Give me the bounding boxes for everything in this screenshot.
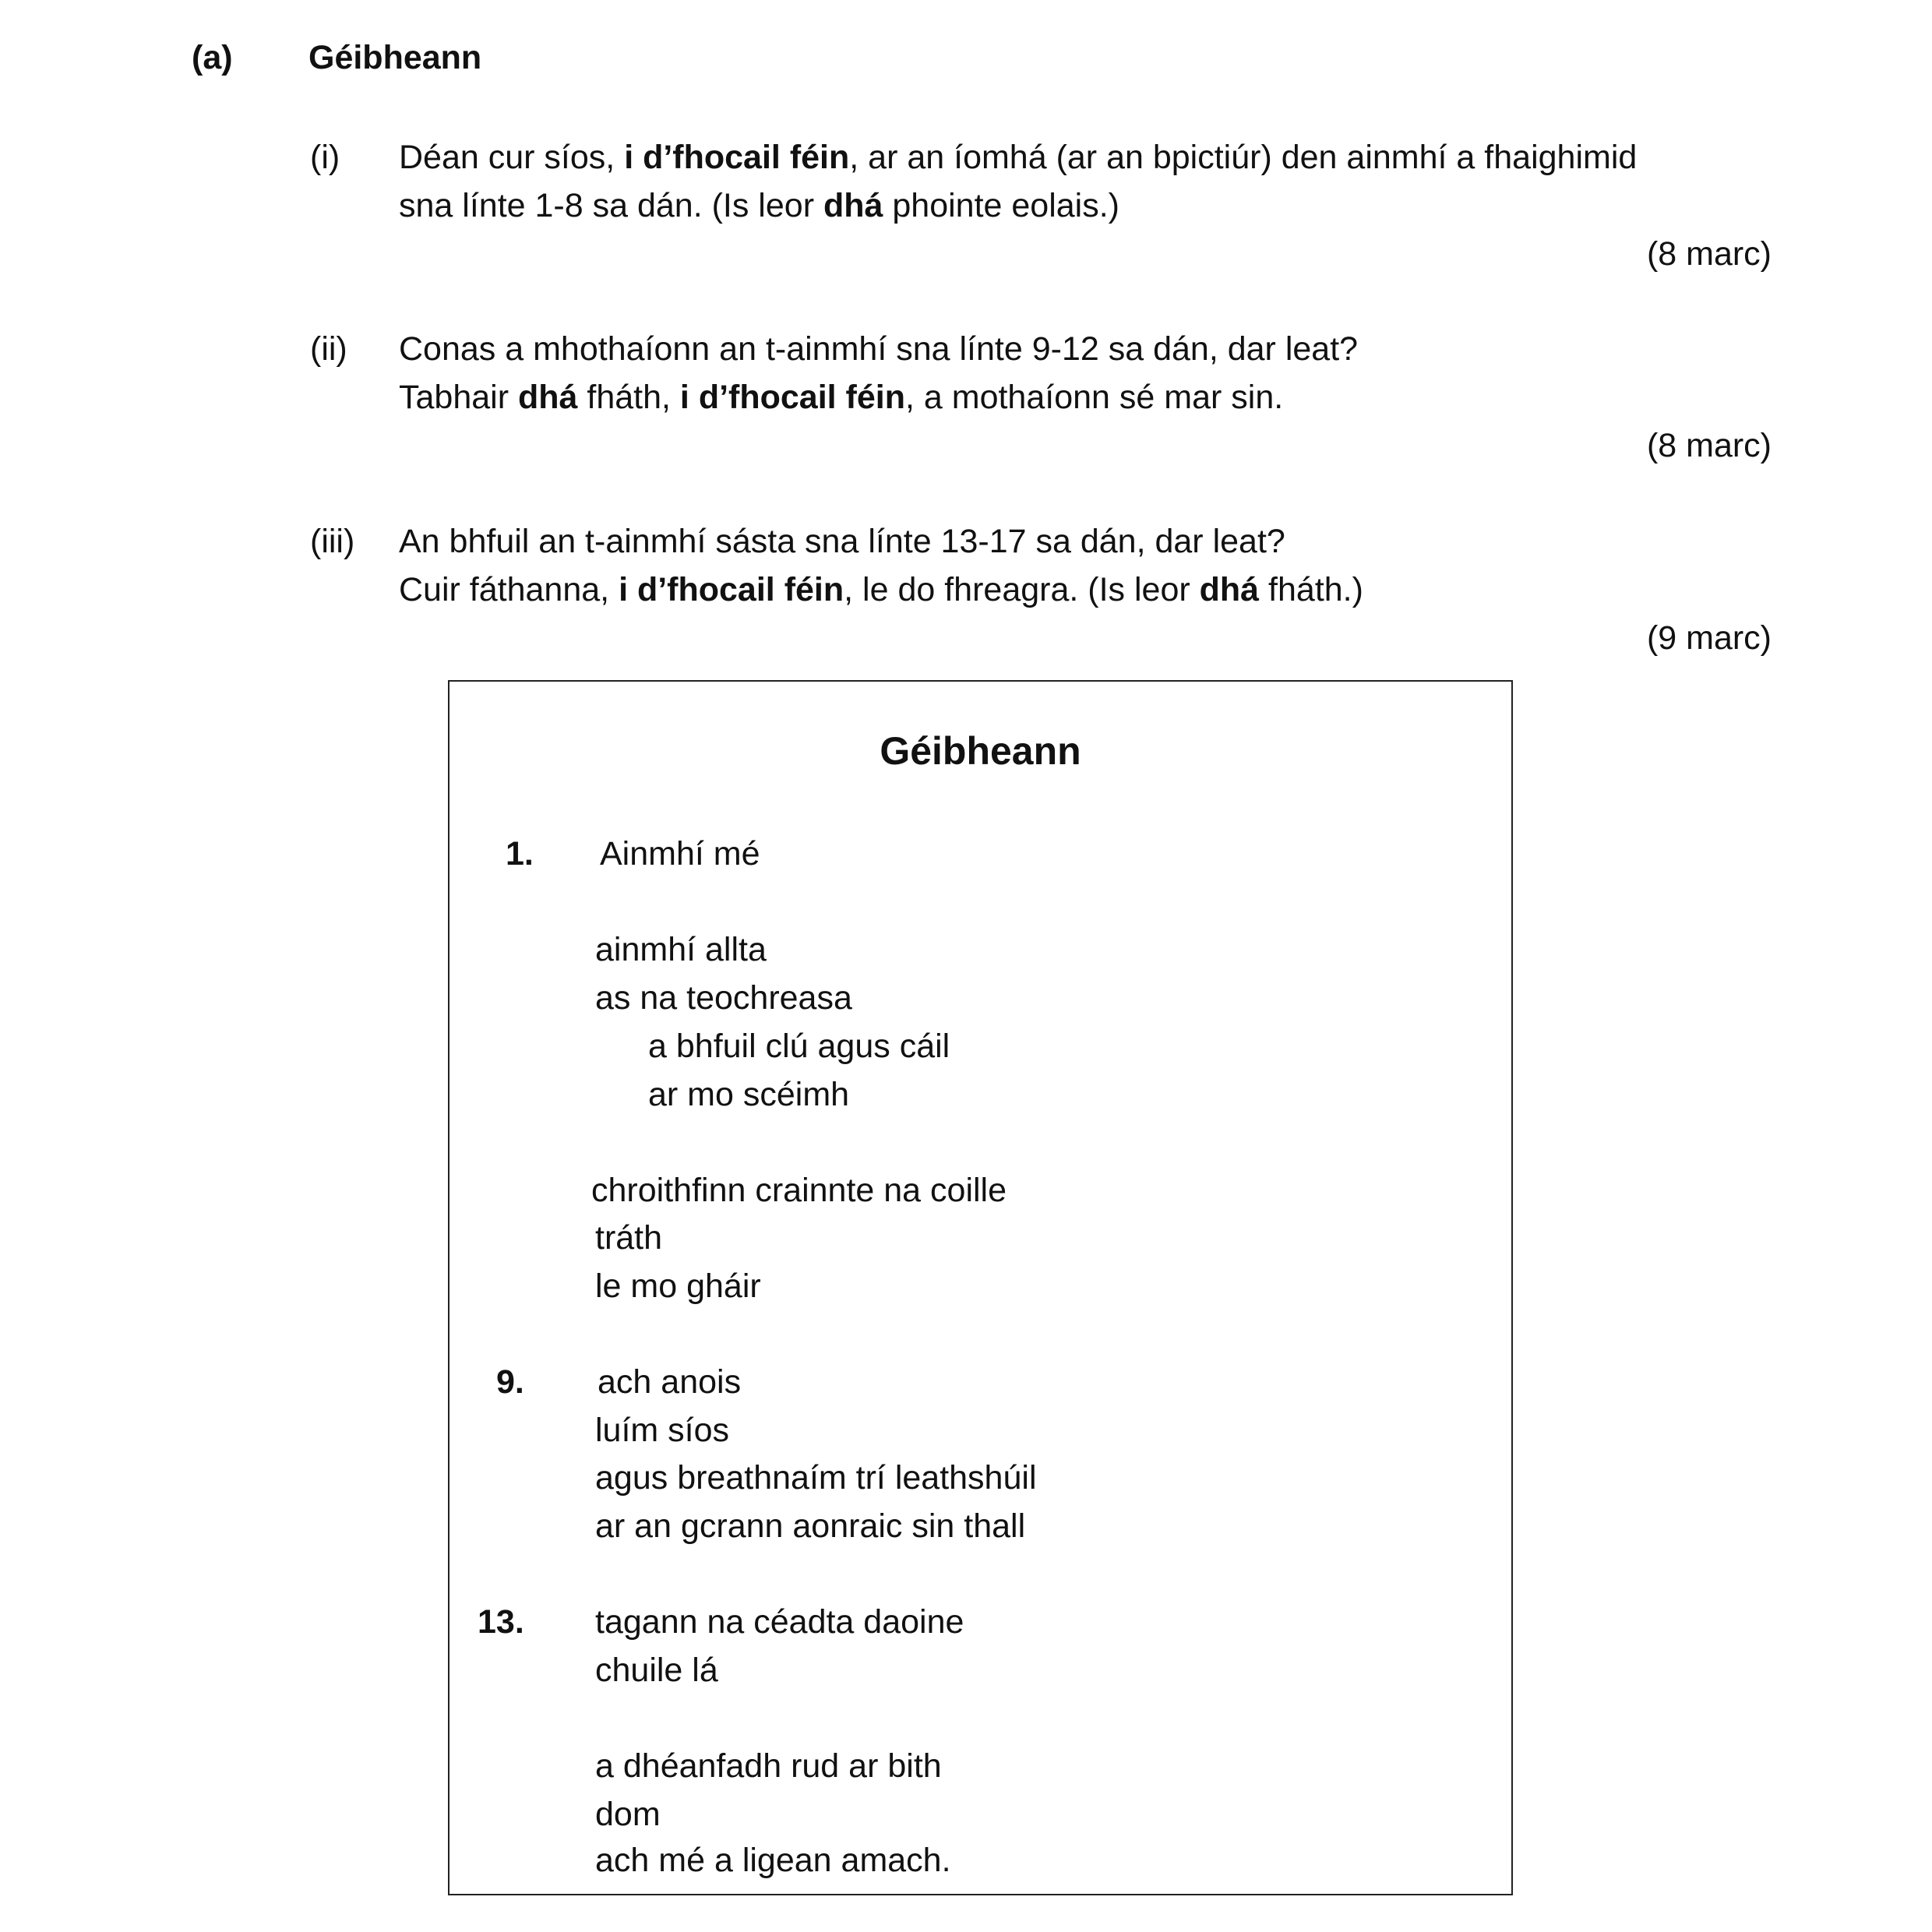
poem-title: Géibheann xyxy=(880,729,1081,773)
question-2-line-2: Tabhair dhá fháth, i d’fhocail féin, a mothaíonn sé mar sin. xyxy=(399,379,1284,416)
section-title: Géibheann xyxy=(308,39,482,76)
poem-line: Ainmhí mé xyxy=(600,835,760,873)
question-1-marks: (8 marc) xyxy=(1646,235,1772,273)
poem-line: ar mo scéimh xyxy=(648,1076,850,1113)
poem-line: ar an gcrann aonraic sin thall xyxy=(595,1507,1026,1545)
poem-line-number-13: 13. xyxy=(478,1603,524,1641)
poem-line: dom xyxy=(595,1796,661,1833)
question-1-line-1: Déan cur síos, i d’fhocail féin, ar an íomhá (ar an bpictiúr) den ainmhí a fhaighimid xyxy=(399,139,1638,176)
question-3-line-1: An bhfuil an t-ainmhí sásta sna línte 13-17 sa dán, dar leat? xyxy=(399,523,1285,560)
poem-line: luím síos xyxy=(595,1412,730,1449)
section-label: (a) xyxy=(192,39,233,76)
question-1-number: (i) xyxy=(310,139,340,176)
poem-line: tráth xyxy=(595,1219,663,1257)
question-1-line-2: sna línte 1-8 sa dán. (Is leor dhá phointe eolais.) xyxy=(399,187,1120,224)
poem-line: ach anois xyxy=(598,1363,742,1401)
poem-line: chroithfinn crainnte na coille xyxy=(591,1172,1007,1209)
poem-line: a dhéanfadh rud ar bith xyxy=(595,1747,942,1785)
poem-line: ach mé a ligean amach. xyxy=(595,1842,951,1879)
poem-line: tagann na céadta daoine xyxy=(595,1603,964,1641)
poem-line: chuile lá xyxy=(595,1652,718,1689)
question-3-marks: (9 marc) xyxy=(1646,619,1772,657)
question-2-number: (ii) xyxy=(310,330,347,368)
poem-line: a bhfuil clú agus cáil xyxy=(648,1028,950,1065)
poem-line-number-1: 1. xyxy=(506,835,534,873)
question-2-line-1: Conas a mhothaíonn an t-ainmhí sna línte 9-12 sa dán, dar leat? xyxy=(399,330,1359,368)
poem-box xyxy=(448,680,1513,1895)
poem-line: ainmhí allta xyxy=(595,931,767,968)
poem-line-number-9: 9. xyxy=(496,1363,524,1401)
poem-line: agus breathnaím trí leathshúil xyxy=(595,1459,1037,1497)
poem-line: as na teochreasa xyxy=(595,979,852,1017)
question-3-line-2: Cuir fáthanna, i d’fhocail féin, le do fhreagra. (Is leor dhá fháth.) xyxy=(399,571,1363,608)
question-3-number: (iii) xyxy=(310,523,355,560)
poem-line: le mo gháir xyxy=(595,1267,761,1305)
question-2-marks: (8 marc) xyxy=(1646,427,1772,464)
